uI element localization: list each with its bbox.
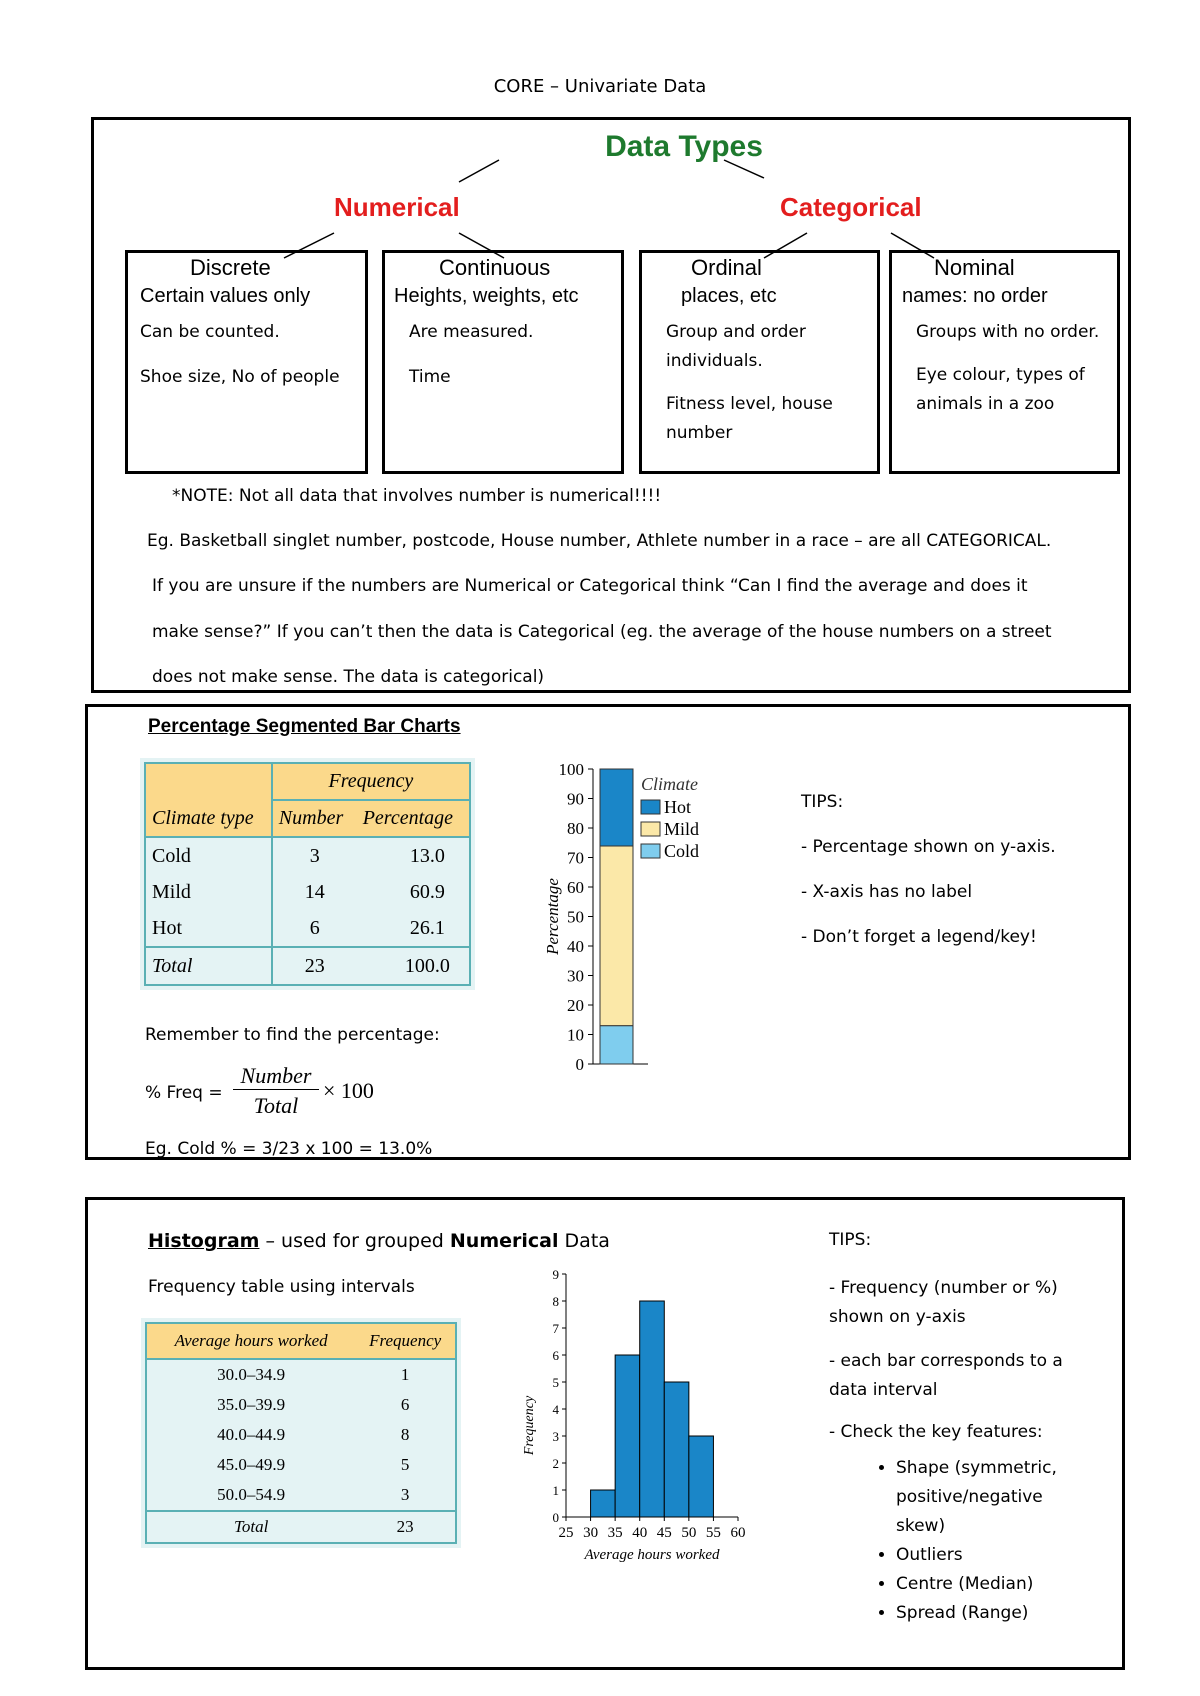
x-tick-label: 30: [583, 1525, 599, 1541]
legend-swatch-mild: [641, 822, 660, 836]
ordinal-box: [639, 250, 880, 474]
ordinal-name: Ordinal: [691, 255, 762, 280]
continuous-line-2: Time: [409, 367, 451, 387]
histogram-bar: [640, 1301, 665, 1517]
segmented-tips-title: TIPS:: [801, 792, 844, 812]
x-tick-label: 55: [705, 1525, 721, 1541]
histogram-bar: [664, 1382, 689, 1517]
segmented-bar-panel: [85, 704, 1131, 1160]
discrete-name: Discrete: [190, 255, 271, 280]
discrete-line-2: Shoe size, No of people: [140, 367, 340, 387]
segmented-title: Percentage Segmented Bar Charts: [148, 716, 461, 737]
ordinal-line-2: Fitness level, house number: [666, 394, 833, 443]
hours-header: Average hours worked: [174, 1331, 328, 1350]
nominal-box: [889, 250, 1120, 474]
table-row: [146, 1420, 456, 1450]
histogram-tip-3: - Check the key features:: [829, 1422, 1043, 1442]
data-types-panel: [91, 117, 1131, 693]
note-line-2: Eg. Basketball singlet number, postcode, House number, Athlete number in a race – are all CATEGORICAL.: [147, 531, 1052, 551]
hours-table-wrap: [141, 1318, 461, 1548]
y-tick-label: 9: [552, 1267, 559, 1282]
histogram-title-rest-1: – used for grouped: [259, 1230, 450, 1252]
continuous-line-1: Are measured.: [409, 322, 534, 342]
histogram-tip-2: - each bar corresponds to a data interval: [829, 1351, 1063, 1400]
note-line-4: make sense?” If you can’t then the data is Categorical (eg. the average of the house numbers on a street: [152, 622, 1052, 642]
data-types-title: Data Types: [605, 130, 763, 163]
y-tick-label: 8: [552, 1294, 559, 1309]
number-cell: 6: [309, 916, 320, 939]
freq-cell: 8: [400, 1425, 410, 1444]
x-tick-label: 25: [558, 1525, 574, 1541]
histogram-heading: [148, 1230, 610, 1252]
y-tick-label: 40: [567, 937, 584, 956]
hierarchy-connectors: [94, 120, 1128, 260]
list-item: • Spread (Range): [896, 1599, 1096, 1628]
segmented-tip-3: - Don’t forget a legend/key!: [801, 927, 1037, 947]
continuous-box: [382, 250, 624, 474]
table-row: [146, 1450, 456, 1480]
climate-cell: Hot: [145, 910, 272, 947]
y-tick-label: 4: [552, 1402, 559, 1417]
histogram-title-rest-2: Data: [558, 1230, 610, 1252]
formula-times: × 100: [323, 1078, 374, 1103]
x-axis-label: Average hours worked: [584, 1547, 720, 1562]
legend-title: Climate: [641, 774, 698, 794]
note-line-5: does not make sense. The data is categorical): [152, 667, 545, 687]
continuous-name: Continuous: [439, 255, 551, 280]
list-item: • Outliers: [896, 1541, 1096, 1570]
total-value: 23: [396, 1517, 414, 1536]
note-line-1: *NOTE: Not all data that involves number is numerical!!!!: [172, 486, 662, 506]
list-item: • Centre (Median): [896, 1570, 1096, 1599]
continuous-sub: Heights, weights, etc: [394, 285, 579, 307]
nominal-name: Nominal: [934, 255, 1015, 280]
segmented-tip-1: - Percentage shown on y-axis.: [801, 837, 1056, 857]
histogram-subtitle: Frequency table using intervals: [148, 1277, 415, 1297]
percentage-header: Percentage: [362, 807, 454, 829]
y-axis-label: Percentage: [543, 878, 562, 955]
y-tick-label: 1: [552, 1483, 559, 1498]
formula-label: % Freq =: [145, 1083, 223, 1103]
legend-swatch-hot: [641, 800, 660, 814]
interval-cell: 30.0–34.9: [217, 1365, 286, 1384]
y-tick-label: 30: [567, 966, 584, 986]
climate-frequency-table: [144, 762, 471, 986]
ordinal-line-1: Group and order individuals.: [666, 322, 806, 371]
percentage-formula: [145, 1063, 405, 1123]
histogram-title-bold: Numerical: [449, 1230, 559, 1252]
x-tick-label: 50: [681, 1525, 697, 1541]
climate-cell: Cold: [145, 837, 272, 874]
table-total-row: [146, 1511, 456, 1543]
table-row: [146, 1390, 456, 1420]
page-title: CORE – Univariate Data: [493, 76, 707, 97]
percentage-cell: 26.1: [409, 916, 445, 939]
legend-label-hot: Hot: [664, 797, 691, 817]
y-tick-label: 0: [575, 1055, 584, 1074]
table-row: [145, 874, 470, 910]
x-tick-label: 40: [632, 1525, 648, 1541]
nominal-line-2: Eye colour, types of animals in a zoo: [916, 365, 1085, 414]
bar-segment-mild: [600, 846, 633, 1026]
table-row: [146, 1480, 456, 1511]
bar-segment-cold: [600, 1026, 633, 1064]
table-row: [146, 1359, 456, 1390]
interval-cell: 40.0–44.9: [217, 1425, 286, 1444]
y-tick-label: 50: [567, 907, 584, 927]
nominal-line-1: Groups with no order.: [916, 322, 1100, 342]
note-line-3: If you are unsure if the numbers are Numerical or Categorical think “Can I find the average and does it: [152, 576, 1028, 596]
climate-table-wrap: [140, 758, 475, 990]
x-tick-label: 45: [656, 1525, 672, 1541]
legend-label-mild: Mild: [664, 819, 700, 839]
interval-cell: 35.0–39.9: [217, 1395, 286, 1414]
total-label: Total: [145, 947, 272, 985]
freq-cell: 3: [400, 1485, 410, 1504]
y-axis-label: Frequency: [522, 1395, 537, 1456]
numerical-heading: Numerical: [334, 192, 460, 222]
y-tick-label: 2: [552, 1456, 559, 1471]
number-cell: 14: [304, 880, 325, 903]
legend-swatch-cold: [641, 844, 660, 858]
number-header: Number: [278, 807, 344, 829]
list-item: • Shape (symmetric, positive/negative skew): [896, 1454, 1096, 1541]
example-text: Eg. Cold % = 3/23 x 100 = 13.0%: [145, 1139, 433, 1157]
histogram-bar: [591, 1490, 616, 1517]
freq-cell: 6: [400, 1395, 410, 1414]
formula-denominator: Total: [253, 1093, 299, 1118]
histogram-title: Histogram: [148, 1230, 260, 1252]
histogram-bar: [615, 1355, 640, 1517]
number-cell: 3: [309, 844, 320, 867]
discrete-sub: Certain values only: [140, 285, 311, 307]
nominal-sub: names: no order: [902, 285, 1048, 307]
freq-cell: 1: [400, 1365, 410, 1384]
y-tick-label: 10: [567, 1025, 584, 1045]
segmented-tip-2: - X-axis has no label: [801, 882, 973, 902]
freq-header: Frequency: [369, 1331, 442, 1350]
climate-type-header: Climate type: [145, 800, 272, 837]
y-tick-label: 70: [567, 848, 584, 868]
table-row: [145, 837, 470, 874]
y-tick-label: 80: [567, 819, 584, 838]
ordinal-sub: places, etc: [681, 285, 777, 307]
formula-numerator: Number: [233, 1063, 319, 1090]
total-label: Total: [233, 1517, 269, 1536]
y-tick-label: 20: [567, 996, 584, 1015]
bar-segment-hot: [600, 769, 633, 846]
histogram-tip-1: - Frequency (number or %) shown on y-axis: [829, 1278, 1058, 1327]
percentage-cell: 60.9: [409, 880, 445, 903]
segmented-bar-chart: [528, 752, 788, 1107]
categorical-heading: Categorical: [780, 192, 922, 222]
legend-label-cold: Cold: [664, 841, 700, 861]
table-total-row: [145, 947, 470, 985]
y-tick-label: 0: [552, 1510, 559, 1525]
histogram-panel: [85, 1197, 1125, 1670]
interval-cell: 50.0–54.9: [217, 1485, 286, 1504]
frequency-group-header: Frequency: [272, 763, 470, 800]
discrete-line-1: Can be counted.: [140, 322, 280, 342]
total-percentage: 100.0: [404, 954, 450, 977]
table-row: [145, 910, 470, 947]
interval-cell: 45.0–49.9: [217, 1455, 286, 1474]
histogram-bar: [689, 1436, 714, 1517]
discrete-box: [125, 250, 368, 474]
y-tick-label: 60: [567, 878, 584, 897]
freq-cell: 5: [400, 1455, 410, 1474]
y-tick-label: 100: [558, 760, 584, 779]
total-number: 23: [304, 954, 325, 977]
x-tick-label: 35: [607, 1525, 623, 1541]
histogram-tips-title: TIPS:: [829, 1230, 872, 1250]
y-tick-label: 5: [552, 1375, 559, 1390]
x-tick-label: 60: [730, 1525, 746, 1541]
y-tick-label: 7: [552, 1321, 559, 1336]
remember-text: Remember to find the percentage:: [145, 1025, 440, 1045]
y-tick-label: 90: [567, 789, 584, 809]
histogram-chart: [488, 1262, 828, 1562]
hours-frequency-table: [145, 1322, 457, 1544]
climate-cell: Mild: [145, 874, 272, 910]
y-tick-label: 3: [552, 1429, 559, 1444]
y-tick-label: 6: [552, 1348, 559, 1363]
percentage-cell: 13.0: [409, 844, 445, 867]
key-features-list: [876, 1454, 1096, 1628]
